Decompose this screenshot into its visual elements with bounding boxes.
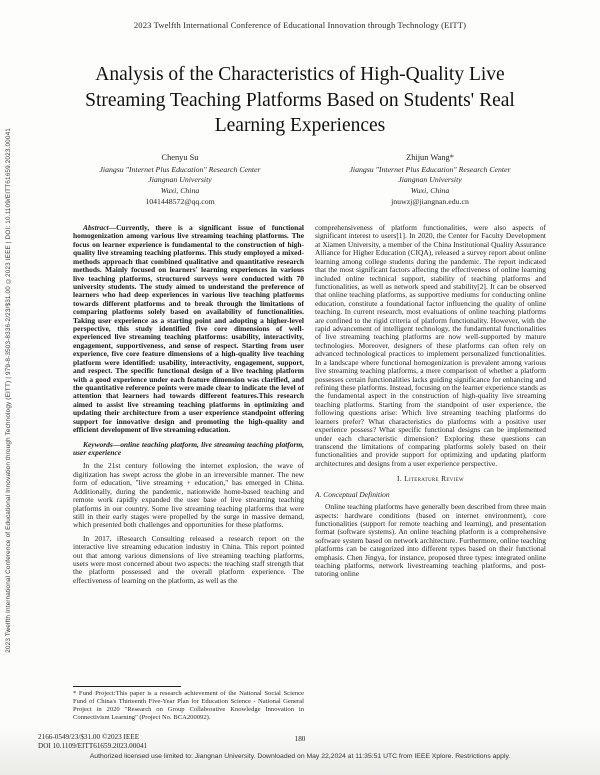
abstract-label: Abstract— (83, 224, 117, 232)
author-name: Chenyu Su (161, 153, 199, 162)
abstract-paragraph (73, 224, 304, 435)
paper-title: Analysis of the Characteristics of High-Quality Live Streaming Teaching Platforms Based on Students' Real Learning Experiences (85, 64, 515, 137)
author-block-2 (305, 152, 555, 208)
author-affiliation-university: Jiangnan University (398, 175, 462, 185)
footer-copyright: 2166-0549/23/$31.00 ©2023 IEEE (38, 733, 140, 741)
sidebar-copyright-strip (1, 35, 15, 745)
conceptual-definition-paragraph: Online teaching platforms have generally been described from three main aspects: hardware conditions (based on internet environment), core functionalities (support for remote teaching and learning), and presentation format (software systems). An online teaching platform is a comprehensive software system based on network architecture. Furthermore, online teaching platforms can be categorized into different types based on their functional emphasis. Chen Jingya, for instance, proposed three types: integrated online teaching platforms, network livestreaming teaching platforms, and post-tutoring online (315, 502, 546, 579)
keywords-paragraph (73, 441, 304, 458)
license-notice: Authorized licensed use limited to: Jiangnan University. Downloaded on May 22,2024 at 11:35:51 UTC from IEEE Xplore. Restrictions apply. (89, 753, 511, 760)
author-name: Zhijun Wang* (406, 153, 454, 162)
sidebar-copyright-text: 2023 Twelfth International Conference of Educational Innovation through Technology (EITT) | 979-8-3503-8336-2/23/$31.00 ©2023 IEEE | DOI: 10.1109/EITT61659.2023.00041 (4, 127, 12, 653)
footnote-rule (73, 686, 181, 687)
right-column (315, 224, 546, 722)
intro-paragraph-1: In the 21st century following the internet explosion, the wave of digitization has swept across the globe in an irreversible manner. The new form of education, "live streaming + education," has emerged in China. Additionally, during the pandemic, nationwide home-based teaching and remote work rapidly expanded the user base of live streaming teaching platforms in our country. Some live streaming teaching platforms that were still in their early stages were propelled by the surge in massive demand, which presented both challenges and opportunities for these platforms. (73, 461, 304, 530)
continuation-paragraph: comprehensiveness of platform functionalities, were also aspects of significant interest to users[1]. In 2020, the Center for Faculty Development at Xiamen University, a member of the China Institutional Quality Assurance Alliance for Higher Education (CIQA), released a survey report about online learning among college students during the pandemic. The report indicated that the most significant factors affecting the effectiveness of online learning included online technical support, stability of teaching platforms and functionalities, as well as network speed and stability[2]. It can be observed that online teaching platforms, as supportive mediums for conducting online education, constitute a foundational factor influencing the quality of online teaching. In current research, most evaluations of online teaching platforms are confined to the rigid criteria of platform functionality. However, with the rapid advancement of intelligent technology, the fundamental functionalities of live streaming teaching platforms are now well-supported by mature technologies. Moreover, designers of these platforms can often rely on advanced technological practices to implement personalized functionalities. In a landscape where functional homogenization is prevalent among various live streaming teaching platforms, a mere comparison of whether a platform possesses certain functionalities lacks guiding significance for enhancing and refining these platforms. Instead, focusing on the learner experience stands as the fundamental aspect in the construction of high-quality live streaming teaching platforms. Starting from the standpoint of user experience, the following questions arise: Which live streaming teaching platforms do learners prefer? What characteristics do platforms with a positive user experience possess? What specific functional designs can be implemented under each characteristic dimension? Exploring these questions can transcend the limitations of comparing platforms solely based on their functionalities and provide support for optimizing and updating platform architectures and designs from a user experience perspective. (315, 224, 546, 468)
intro-paragraph-2: In 2017, iResearch Consulting released a research report on the interactive live streaming education industry in China. This report pointed out that among various dimensions of live streaming teaching platforms, users were most concerned about two aspects: the teaching staff strength that the platform possessed and the overall platform experience. The effectiveness of learning on the platform, as well as the (73, 533, 304, 585)
page-number: 180 (294, 735, 306, 743)
footnote-area (73, 680, 304, 722)
abstract-text: Currently, there is a significant issue of functional homogenization among various live streaming teaching platforms. The focus on learner experience is fundamental to the construction of high-quality live streaming teaching platforms. This study employed a mixed-methods approach that combined qualitative and quantitative research methods. Mainly focused on learners' learning experiences in various live teaching platforms, structured surveys were conducted with 70 university students. The study aimed to understand the preference of learners who had deep experiences in various live teaching platforms towards different platforms and to break through the limitations of comparing platforms solely based on availability of functionalities. Taking user experience as a starting point and adopting a higher-level perspective, this study identified five core dimensions of well-experienced live streaming teaching platforms: usability, interactivity, engagement, supportiveness, and sense of respect. Starting from user experience, five core feature dimensions of a high-quality live teaching platform were identified: usability, interactivity, engagement, support, and respect. The specific functional design of a live teaching platform with a good experience under each feature dimension was clarified, and the quantitative reference points were made clear to indicate the level of attention that learners had towards different features.This research aimed to assist live streaming teaching platforms in optimizing and updating their architecture from a user experience standpoint offering support for innovative design and promoting the high-quality and efficient development of live streaming education. (73, 224, 304, 435)
running-header: 2023 Twelfth International Conference of Educational Innovation through Technology (EITT) (133, 20, 467, 30)
author-email: jnuwzj@jiangnan.edu.cn (391, 196, 469, 206)
author-location: Wuxi, China (160, 186, 200, 196)
footnote-text: * Fund Project:This paper is a research achievement of the National Social Science Fund of China's Thirteenth Five-Year Plan for Education Science - National General Project in 2020 "Research on Group Collaborative Knowledge Innovation in Connectivism Learning" (Project No. BCA200092). (73, 689, 304, 721)
left-column (73, 224, 304, 722)
footer-doi: DOI 10.1109/EITT61659.2023.00041 (38, 742, 148, 750)
author-email: 1041448572@qq.com (145, 196, 215, 206)
keywords-label: Keywords— (83, 439, 121, 449)
keywords-text: online teaching platform, live streaming teaching platform, user experience (73, 439, 304, 457)
authors-row (55, 152, 555, 208)
section-heading-literature-review: I. Literature Review (397, 474, 464, 484)
author-location: Wuxi, China (410, 186, 450, 196)
two-column-body (73, 224, 547, 722)
author-block-1 (55, 152, 305, 208)
author-affiliation-center: Jiangsu "Internet Plus Education" Research Center (349, 164, 511, 174)
author-affiliation-university: Jiangnan University (148, 175, 212, 185)
subsection-heading-conceptual-definition: A. Conceptual Definition (315, 489, 390, 499)
author-affiliation-center: Jiangsu "Internet Plus Education" Research Center (99, 164, 261, 174)
